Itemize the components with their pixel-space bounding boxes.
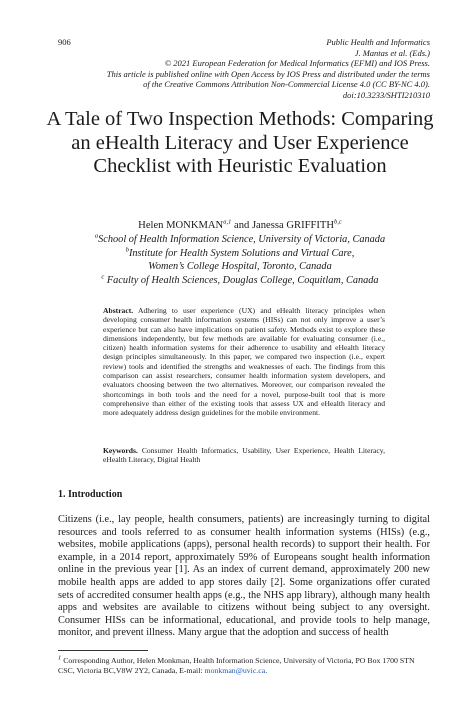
author-affiliation-mark: b,c — [334, 218, 342, 226]
doi-line: doi:10.3233/SHTI210310 — [342, 89, 430, 100]
keywords — [103, 446, 385, 465]
abstract-label: Abstract. — [103, 306, 134, 315]
affiliation-list — [40, 233, 440, 287]
copyright-line: © 2021 European Federation for Medical Informatics (EFMI) and IOS Press. — [164, 58, 430, 69]
paper-title: A Tale of Two Inspection Methods: Comparing an eHealth Literacy and User Experience Checklist with Heuristic Evaluation — [46, 108, 434, 177]
affiliation-mark: a — [94, 232, 99, 240]
keywords-label: Keywords. — [103, 446, 138, 455]
affiliation-line — [40, 247, 440, 261]
page-number: 906 — [58, 37, 71, 47]
affiliation-mark: b — [125, 246, 129, 254]
journal-header — [100, 37, 430, 101]
footnote-divider — [58, 650, 148, 651]
author-conjunction: and — [231, 220, 252, 231]
introduction-paragraph: Citizens (i.e., lay people, health consumers, patients) are increasingly turning to digital resources and tools referred to as consumer health information systems (HISs) (e.g., websites, mobile applications (apps), personal health records) to support their health. For example, in a 2014 report, approximately 59% of Europeans sought health information online in the previous year [1]. As an index of current demand, approximately 200 new mobile health apps are added to app stores daily [2]. Some organizations offer curated sets of accredited consumer health apps (e.g., the NHS app library), although many health apps and websites are available to citizens without being subject to any oversight. Consumer HISs can be informational, educational, and provide tools to help manage, monitor, and prevent illness. Many argue that the adoption and success of health — [58, 514, 430, 639]
affiliation-line — [40, 233, 440, 247]
author-affiliation-mark: a,1 — [223, 218, 232, 226]
affiliation-text: School of Health Information Science, University of Victoria, Canada — [98, 234, 386, 245]
journal-editors: J. Mantas et al. (Eds.) — [354, 47, 430, 58]
author-name: Janessa GRIFFITH — [251, 220, 335, 231]
keywords-text: Consumer Health Informatics, Usability, User Experience, Health Literacy, eHealth Literacy, Digital Health — [103, 446, 385, 465]
footnote-mark: 1 — [58, 654, 62, 662]
affiliation-text: Faculty of Health Sciences, Douglas College, Coquitlam, Canada — [104, 274, 379, 286]
affiliation-line — [40, 274, 440, 288]
section-heading: 1. Introduction — [58, 489, 123, 500]
abstract-text: Adhering to user experience (UX) and eHealth literacy principles when developing consumer health information systems (HISs) can not only improve a user’s experience but can also have implications on patient safety. Methods exist to explore these dimensions independently, but few methods are available for evaluating consumer (i.e., citizen) health information systems for their adherence to usability and eHealth literacy design principles simultaneously. In this paper, we compared two inspection (i.e., expert review) tools and identified the strengths and weaknesses of each. The findings from this comparison can assist researchers, consumer health information system developers, and evaluators choosing between the two alternatives. Moreover, our comparison revealed the shortcomings in both tools and the need for a novel, purpose-built tool that is more comprehensive than either of the existing tools that assess UX and eHealth literacy and more adequately address design guidelines for the mobile environment. — [103, 306, 386, 418]
email-link[interactable]: monkman@uvic.ca — [204, 666, 266, 675]
affiliation-mark: c — [101, 273, 105, 281]
affiliation-line — [40, 260, 440, 274]
affiliation-text: Institute for Health System Solutions and Virtual Care, — [128, 247, 355, 259]
footnote-end: . — [265, 666, 268, 675]
abstract — [103, 306, 385, 418]
author-name: Helen MONKMAN — [138, 220, 224, 231]
author-list — [40, 219, 440, 232]
affiliation-text: Women’s College Hospital, Toronto, Canada — [148, 261, 332, 273]
open-access-line: This article is published online with Open Access by IOS Press and distributed under the terms — [106, 68, 430, 79]
footnote — [58, 656, 430, 676]
footnote-text: Corresponding Author, Helen Monkman, Health Information Science, University of Victoria, PO Box 1700 STN CSC, Victoria BC,V8W 2Y2, Canada, E-mail: — [58, 656, 415, 675]
license-line: of the Creative Commons Attribution Non-Commercial License 4.0 (CC BY-NC 4.0). — [143, 79, 430, 90]
journal-title: Public Health and Informatics — [326, 37, 430, 47]
